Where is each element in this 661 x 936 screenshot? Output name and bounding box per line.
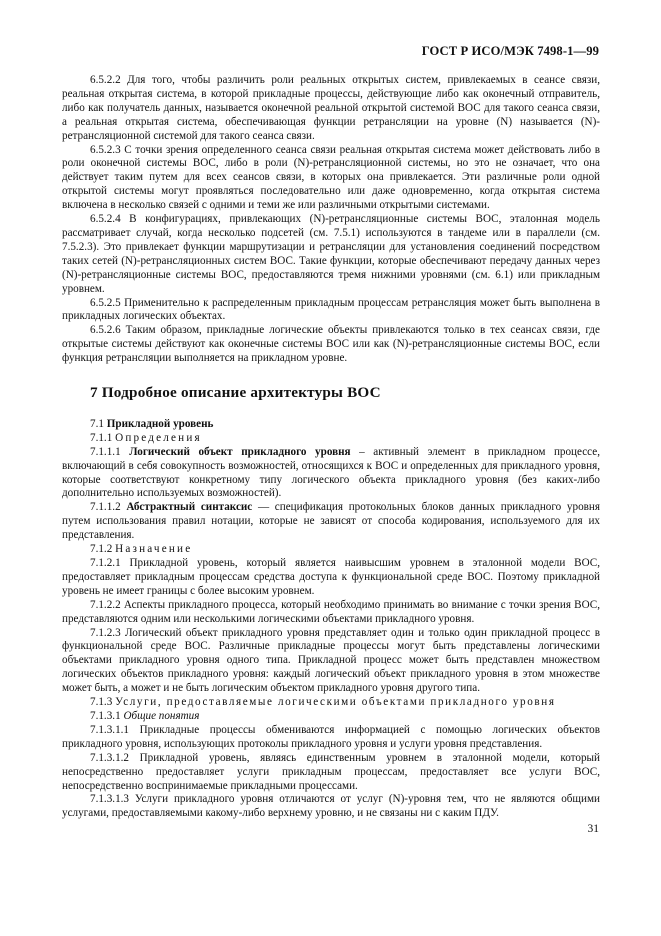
- subsection-number: 7.1.1: [90, 431, 113, 444]
- page-number: 31: [587, 823, 599, 835]
- subsection-7-1-2: [62, 543, 600, 557]
- paragraph-7-1-3-1-3: 7.1.3.1.3 Услуги прикладного уровня отличаются от услуг (N)-уровня тем, что не являются общими услугами, предоставляемыми какому-либо верхнему уровню, и не связаны ни с каким ПДУ.: [62, 793, 600, 820]
- subsection-7-1-3: [62, 696, 600, 710]
- section-heading: 7 Подробное описание архитектуры ВОС: [90, 384, 381, 402]
- subsection-number: 7.1.3: [90, 696, 113, 709]
- running-header: ГОСТ Р ИСО/МЭК 7498-1—99: [421, 44, 599, 58]
- paragraph-6-5-2-6: 6.5.2.6 Таким образом, прикладные логические объекты привлекаются только в тех сеансах связи, где открытые системы действуют как оконечные системы ВОС или как (N)-ретрансляционные системы ВОС, если функция ретрансляции выполняется на прикладном уровне.: [62, 324, 600, 365]
- subsection-title: Услуги, предоставляемые логическими объектами прикладного уровня: [115, 696, 556, 709]
- subsection-7-1-3-1: [62, 710, 600, 724]
- subsection-7-1: [62, 418, 600, 432]
- subsection-title: Общие понятия: [123, 709, 200, 722]
- subsection-title: Определения: [115, 431, 202, 444]
- definition-number: 7.1.1.1: [90, 445, 121, 458]
- subsection-number: 7.1.3.1: [90, 709, 121, 722]
- subsection-title: Прикладной уровень: [106, 417, 214, 430]
- definition-number: 7.1.1.2: [90, 501, 121, 514]
- paragraph-6-5-2-3: 6.5.2.3 С точки зрения определенного сеанса связи реальная открытая система может действовать либо в роли оконечной системы ВОС, либо в роли (N)-ретрансляционной системы, но это не означает, что она действует таким путем для всех сеансов связи, в которых она привлекается. Эти различные роли одной открытой системы могут проявляться последовательно или даже одновременно, когда открытая система включена в несколько связей с одними и теми же или различными открытыми системами.: [62, 143, 600, 212]
- definition-term: Абстрактный синтаксис: [126, 501, 253, 514]
- definition-text: — спецификация протокольных блоков данных прикладного уровня путем использования правил нотации, которые не зависят от способа кодирования, используемого для их представления.: [62, 501, 600, 542]
- definition-term: Логический объект прикладного уровня: [129, 445, 351, 458]
- definition-7-1-1-1: [62, 446, 600, 502]
- document-body: [62, 74, 600, 821]
- subsection-title: Назначение: [115, 543, 193, 556]
- subsection-number: 7.1.2: [90, 543, 113, 556]
- subsection-7-1-1: [62, 432, 600, 446]
- paragraph-7-1-2-2: 7.1.2.2 Аспекты прикладного процесса, который необходимо принимать во внимание с точки зрения ВОС, представляются одним или несколькими логическими объектами прикладного уровня.: [62, 598, 600, 625]
- definition-7-1-1-2: [62, 501, 600, 543]
- paragraph-6-5-2-4: 6.5.2.4 В конфигурациях, привлекающих (N)-ретрансляционные системы ВОС, эталонная модель рассматривает случай, когда несколько подсетей (см. 7.5.1) используются в тандеме или в параллели (см. 7.5.2.3). Это привлекает функции маршрутизации и ретрансляции для установления соединений посредством таких сетей (N)-ретрансляционных систем ВОС. Такие функции, которые обеспечивают передачу данных через (N)-ретрансляционные системы ВОС, предоставляются тремя нижними уровнями (см. 6.1) или прикладным уровнем.: [62, 213, 600, 295]
- subsection-number: 7.1: [90, 417, 104, 430]
- paragraph-6-5-2-5: 6.5.2.5 Применительно к распределенным прикладным процессам ретрансляция может быть выполнена в прикладных логических объектах.: [62, 296, 600, 323]
- paragraph-7-1-3-1-1: 7.1.3.1.1 Прикладные процессы обмениваются информацией с помощью логических объектов прикладного уровня, использующих протоколы прикладного уровня и услуги уровня представления.: [62, 723, 600, 750]
- paragraph-7-1-2-1: 7.1.2.1 Прикладной уровень, который является наивысшим уровнем в эталонной модели ВОС, предоставляет прикладным процессам средства доступа к функциональной среде ВОС. Поэтому прикладной уровень не имеет границы с более высоким уровнем.: [62, 557, 600, 597]
- paragraph-6-5-2-2: 6.5.2.2 Для того, чтобы различить роли реальных открытых систем, привлекаемых в сеансе связи, реальная открытая система, в которой прикладные процессы, действующие либо как оконечный отправитель, либо как получатель данных, называется оконечной реальной открытой системой ВОС для такого сеанса связи, а реальная открытая система, обеспечивающая функции ретрансляции на уровне (N) называется (N)-ретрансляционной системой для такого сеанса связи.: [62, 74, 600, 142]
- paragraph-7-1-3-1-2: 7.1.3.1.2 Прикладной уровень, являясь единственным уровнем в эталонной модели, который непосредственно предоставляет услуги прикладным процессам, предоставляет все услуги ВОС, непосредственно воспринимаемые прикладными процессами.: [62, 751, 600, 792]
- definition-text: – активный элемент в прикладном процессе, включающий в себя совокупность возможностей, относящихся к ВОС и определенных для прикладного уровня, которые соответствуют конкретному типу логического объекта прикладного уровня (без каких-либо дополнительно используемых возможностей).: [62, 445, 600, 500]
- paragraph-7-1-2-3: 7.1.2.3 Логический объект прикладного уровня представляет один и только один прикладной процесс в функциональной среде ВОС. Различные прикладные процессы могут быть представлены логическими объектами прикладного уровня одного типа. Прикладной процесс может быть представлен множеством логических объектов прикладного уровня: каждый логический объект прикладного уровня в этом множестве может быть, а может и не быть логическим объектом прикладного уровня другого типа.: [62, 626, 600, 695]
